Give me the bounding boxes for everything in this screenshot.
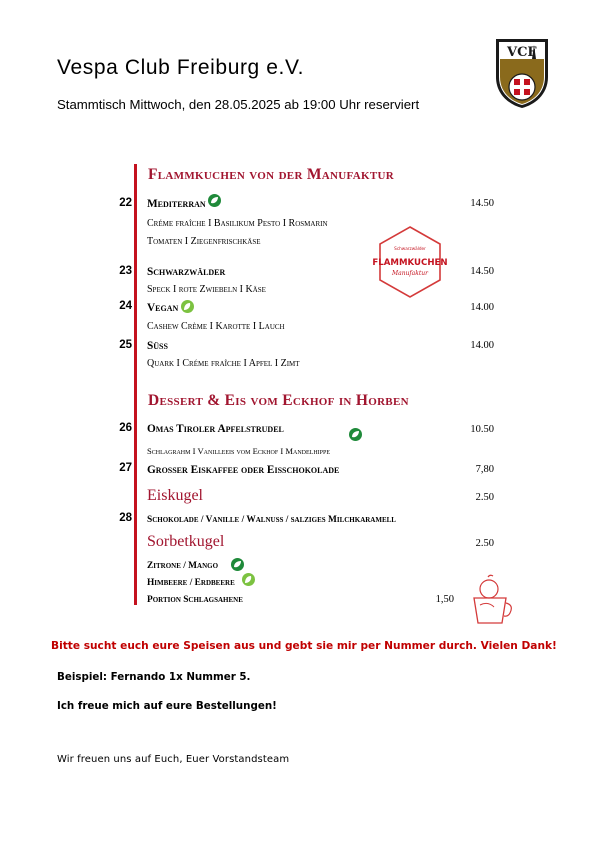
item-number: 22 bbox=[119, 197, 132, 209]
item-name: Süss bbox=[147, 340, 168, 352]
reservation-subtitle: Stammtisch Mittwoch, den 28.05.2025 ab 19:00 Uhr reserviert bbox=[57, 97, 420, 112]
eiskugel-price: 2.50 bbox=[475, 492, 494, 503]
eiskugel-flavours: Schokolade / Vanille / Walnuss / salziges Milchkaramell bbox=[147, 515, 396, 525]
item-description: Tomaten I Ziegenfrischkäse bbox=[147, 236, 261, 247]
badge-script: Manufaktur bbox=[391, 270, 429, 277]
flammkuchen-badge bbox=[372, 225, 448, 299]
item-price: 14.50 bbox=[470, 266, 494, 277]
eiskugel-heading: Eiskugel bbox=[147, 487, 203, 504]
item-number: 25 bbox=[119, 339, 132, 351]
item-name: Omas Tiroler Apfelstrudel bbox=[147, 423, 284, 435]
sorbet-price: 2.50 bbox=[475, 538, 494, 549]
sorbet-heading: Sorbetkugel bbox=[147, 533, 225, 550]
vegan-leaf-icon bbox=[242, 573, 255, 586]
item-description: Speck I rote Zwiebeln I Käse bbox=[147, 284, 266, 295]
logo-text: VCF bbox=[507, 45, 537, 60]
item-price: 7,80 bbox=[475, 464, 494, 475]
page-title: Vespa Club Freiburg e.V. bbox=[57, 56, 305, 79]
section-heading-dessert: Dessert & Eis vom Eckhof in Horben bbox=[148, 392, 409, 409]
leaf-icon bbox=[349, 428, 362, 441]
order-example: Beispiel: Fernando 1x Nummer 5. bbox=[57, 671, 251, 683]
item-price: 14.00 bbox=[470, 302, 494, 313]
thanks-note: Ich freue mich auf eure Bestellungen! bbox=[57, 700, 277, 712]
vegan-leaf-icon bbox=[181, 300, 194, 313]
leaf-icon bbox=[208, 194, 221, 207]
item-price: 10.50 bbox=[470, 424, 494, 435]
sorbet-flavours-2: Himbeere / Erdbeere bbox=[147, 578, 235, 588]
ice-cream-cup-icon bbox=[468, 573, 516, 629]
whipped-cream-price: 1,50 bbox=[435, 594, 454, 605]
item-number: 27 bbox=[119, 462, 132, 474]
item-description: Créme fraîche I Basilikum Pesto I Rosmarin bbox=[147, 218, 328, 229]
item-number: 24 bbox=[119, 300, 132, 312]
item-description: Cashew Crème I Karotte I Lauch bbox=[147, 321, 285, 332]
item-price: 14.50 bbox=[470, 198, 494, 209]
item-number: 28 bbox=[119, 512, 132, 524]
badge-main: FLAMMKUCHEN bbox=[372, 258, 448, 268]
section-heading-flammkuchen: Flammkuchen von der Manufaktur bbox=[148, 166, 394, 183]
badge-top: Schwarzwälder bbox=[394, 246, 426, 251]
club-logo bbox=[494, 37, 550, 110]
item-number: 26 bbox=[119, 422, 132, 434]
item-description: Schlagrahm I Vanilleeis vom Eckhof I Mandelhippe bbox=[147, 446, 331, 456]
item-description: Quark I Créme fraîche I Apfel I Zimt bbox=[147, 358, 300, 369]
item-name: Schwarzwälder bbox=[147, 266, 226, 278]
closing-signature: Wir freuen uns auf Euch, Euer Vorstandsteam bbox=[57, 754, 290, 765]
item-name: Mediterran bbox=[147, 198, 206, 210]
order-instruction: Bitte sucht euch eure Speisen aus und gebt sie mir per Nummer durch. Vielen Dank! bbox=[51, 640, 557, 652]
item-number: 23 bbox=[119, 265, 132, 277]
item-name: Vegan bbox=[147, 302, 179, 314]
item-name: Grosser Eiskaffee oder Eisschokolade bbox=[147, 464, 340, 476]
leaf-icon bbox=[231, 558, 244, 571]
whipped-cream-label: Portion Schlagsahene bbox=[147, 595, 243, 605]
menu-rule bbox=[134, 164, 137, 605]
sorbet-flavours-1: Zitrone / Mango bbox=[147, 561, 219, 571]
item-price: 14.00 bbox=[470, 340, 494, 351]
